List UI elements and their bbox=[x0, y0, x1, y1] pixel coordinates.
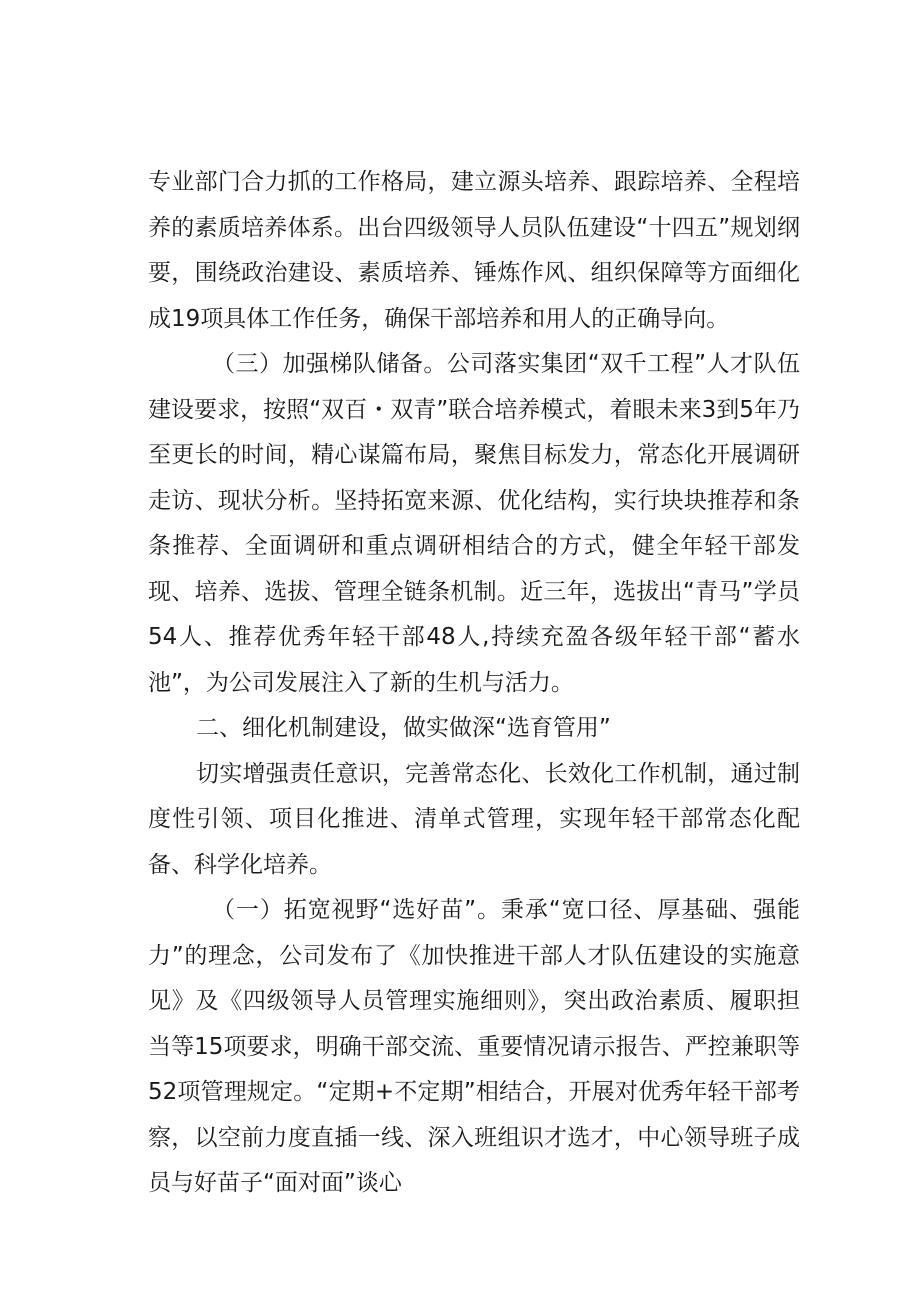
paragraph-continued: 专业部门合力抓的工作格局，建立源头培养、跟踪培养、全程培养的素质培养体系。出台四级领导人员队伍建设“十四五”规划纲要，围绕政治建设、素质培养、锤炼作风、组织保障等方面细化成19项具体工作任务，确保干部培养和用人的正确导向。 bbox=[148, 169, 800, 332]
paragraph-section-three: （三）加强梯队储备。公司落实集团“双千工程”人才队伍建设要求，按照“双百・双青”联合培养模式，着眼未来3到5年乃至更长的时间，精心谋篇布局，聚焦目标发力，常态化开展调研走访、现状分析。坚持拓宽来源、优化结构，实行块块推荐和条条推荐、全面调研和重点调研相结合的方式，健全年轻干部发现、培养、选拔、管理全链条机制。近三年，选拔出“青马”学员54人、推荐优秀年轻干部48人,持续充盈各级年轻干部“蓄水池”，为公司发展注入了新的生机与活力。 bbox=[148, 351, 800, 696]
paragraph-subsection-one: （一）拓宽视野“选好苗”。秉承“宽口径、厚基础、强能力”的理念，公司发布了《加快推进干部人才队伍建设的实施意见》及《四级领导人员管理实施细则》，突出政治素质、履职担当等15项要求，明确干部交流、重要情况请示报告、严控兼职等52项管理规定。“定期+不定期”相结合，开展对优秀年轻干部考察，以空前力度直插一线、深入班组识才选才，中心领导班子成员与好苗子“面对面”谈心 bbox=[148, 897, 800, 1196]
section-heading-two: 二、细化机制建设，做实做深“选育管用” bbox=[196, 715, 611, 741]
document-body bbox=[148, 160, 800, 1207]
paragraph-intro: 切实增强责任意识，完善常态化、长效化工作机制，通过制度性引领、项目化推进、清单式管理，实现年轻干部常态化配备、科学化培养。 bbox=[148, 760, 800, 878]
